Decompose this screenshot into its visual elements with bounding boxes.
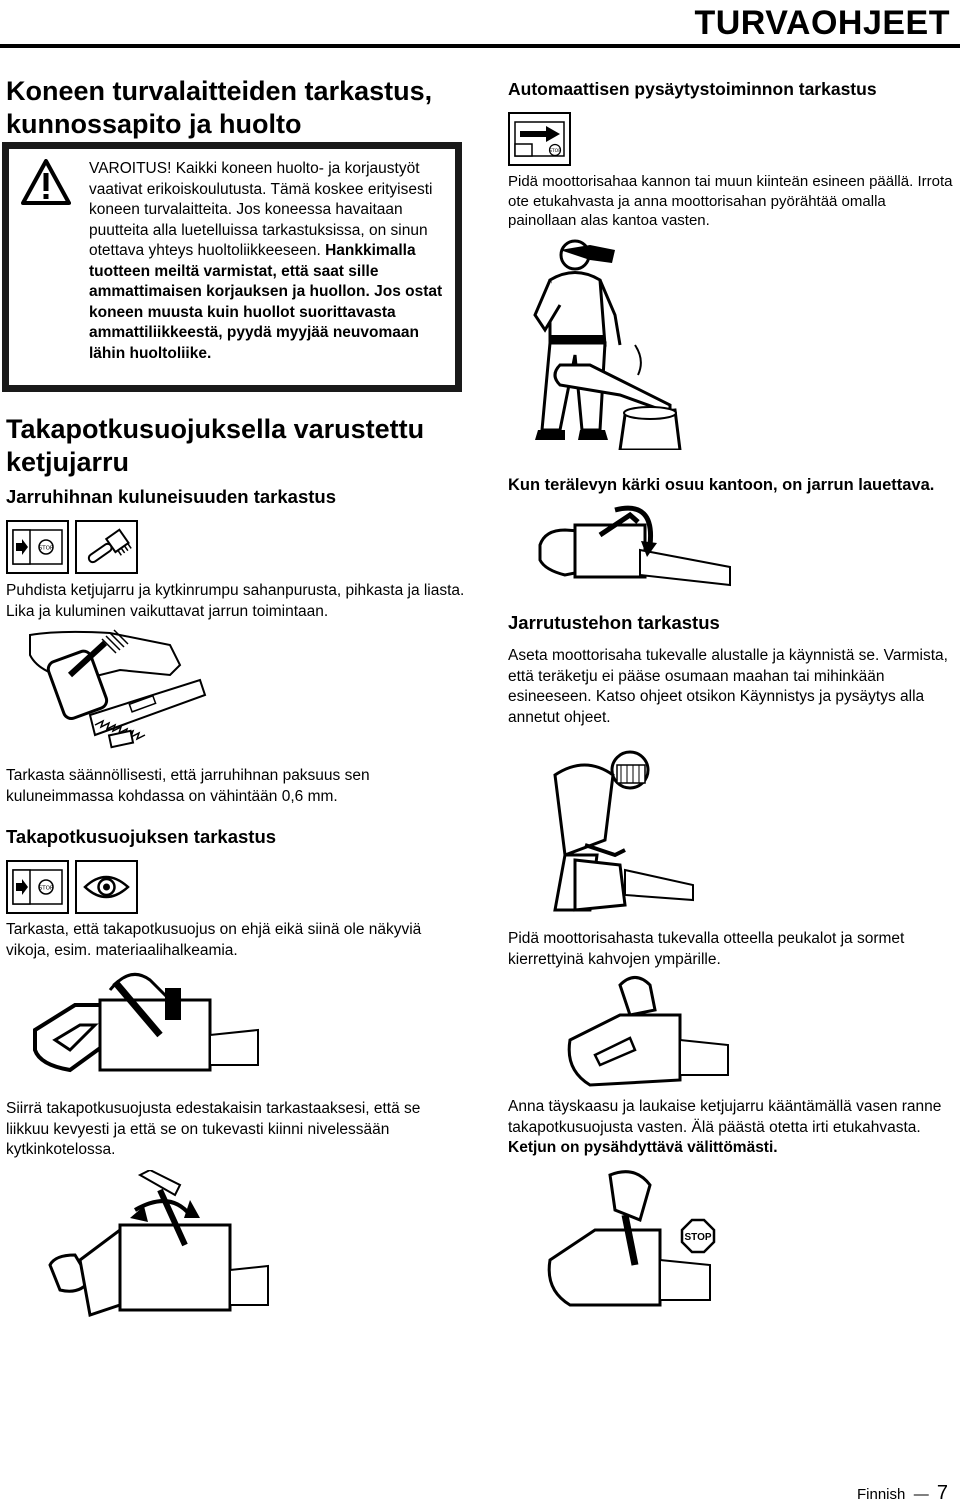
warning-text bbox=[89, 159, 457, 364]
engine-off-icon bbox=[6, 860, 69, 914]
footer-language: Finnish bbox=[857, 1486, 906, 1499]
text-full-throttle bbox=[508, 1097, 953, 1159]
page-footer bbox=[857, 1482, 948, 1499]
pictogram-bar-inspect bbox=[6, 860, 144, 914]
page-header-title: TURVAOHJEET bbox=[694, 4, 950, 42]
pictogram-bar-clean bbox=[6, 520, 144, 574]
subheading-auto-stop-check: Automaattisen pysäytystoiminnon tarkastus bbox=[508, 79, 877, 99]
svg-text:STOP: STOP bbox=[38, 545, 54, 552]
warning-triangle-icon bbox=[21, 159, 71, 205]
operator-holding-saw-illustration bbox=[535, 745, 695, 915]
section-title-safety-check: Koneen turvalaitteiden tarkastus, kunnossapito ja huolto bbox=[6, 76, 433, 139]
engine-off-icon bbox=[508, 112, 571, 166]
text-auto-stop: Pidä moottorisahaa kannon tai muun kiinteän esineen päällä. Irrota ote etukahvasta ja anna moottorisahan pyörähtää omalla painollaan alas kantoa vasten. bbox=[508, 173, 953, 229]
brake-band-cleaning-illustration bbox=[20, 625, 210, 755]
svg-text:STOP: STOP bbox=[684, 1232, 712, 1243]
guard-movement-illustration bbox=[40, 1170, 270, 1320]
pictogram-bar-auto bbox=[508, 112, 577, 166]
warning-box bbox=[2, 142, 462, 392]
kickback-guard-inspection-illustration bbox=[30, 970, 260, 1085]
subheading-brake-band-wear: Jarruhihnan kuluneisuuden tarkastus bbox=[6, 486, 336, 507]
saw-rotation-illustration bbox=[535, 505, 735, 600]
subheading-kickback-guard-check: Takapotkusuojuksen tarkastus bbox=[6, 826, 277, 847]
svg-text:STOP: STOP bbox=[38, 885, 54, 892]
page-number: 7 bbox=[936, 1482, 948, 1499]
text-firm-grip: Pidä moottorisahasta tukevalla otteella peukalot ja sormet kierrettyinä kahvojen ympärille. bbox=[508, 930, 905, 968]
engine-off-icon bbox=[6, 520, 69, 574]
text-chain-must-stop: Ketjun on pysähdyttävä välittömästi. bbox=[508, 1139, 778, 1156]
hand-grip-illustration bbox=[560, 970, 730, 1090]
wrist-trigger-illustration bbox=[540, 1165, 740, 1310]
brush-icon bbox=[75, 520, 138, 574]
text-brake-effect: Aseta moottorisaha tukevalle alustalle ja käynnistä se. Varmista, että teräketju ei pääse osumaan maahan tai mihinkään esineeseen. Katso ohjeet otsikon Käynnistys ja pysäytys alla annetut ohjeet. bbox=[508, 647, 948, 726]
operator-stump-illustration bbox=[520, 235, 690, 450]
subheading-brake-effect: Jarrutustehon tarkastus bbox=[508, 612, 720, 633]
text-guard-movement: Siirrä takapotkusuojusta edestakaisin tarkastaaksesi, että se liikkuu kevyesti ja että se on tukevasti kiinni nivelessään kytkinkotelossa. bbox=[6, 1100, 421, 1158]
text-guard-intact: Tarkasta, että takapotkusuojus on ehjä eikä siinä ole näkyviä vikoja, esim. materiaalihalkeamia. bbox=[6, 921, 422, 959]
footer-dash: — bbox=[909, 1486, 929, 1499]
text-clean-brake: Puhdista ketjujarru ja kytkinrumpu sahanpurusta, pihkasta ja liasta. Lika ja kuluminen vaikuttavat jarrun toimintaan. bbox=[6, 582, 465, 620]
header-rule bbox=[0, 44, 960, 48]
eye-icon bbox=[75, 860, 138, 914]
subheading-tip-hits-stump: Kun terälevyn kärki osuu kantoon, on jarrun lauettava. bbox=[508, 476, 935, 494]
warning-text-normal: VAROITUS! Kaikki koneen huolto- ja korjaustyöt vaativat erikoiskoulutusta. Tämä koskee erityisesti koneen turvalaitteita. Jos koneessa havaitaan puutteita alla luetelluissa tarkastuksissa, on sinun otettava yhteys huoltoliikkeeseen. bbox=[89, 160, 433, 259]
stop-sign-icon bbox=[682, 1220, 714, 1252]
section-title-chain-brake: Takapotkusuojuksella varustettu ketjujarru bbox=[6, 414, 425, 477]
text-full-throttle-normal: Anna täyskaasu ja laukaise ketjujarru kääntämällä vasen ranne takapotkusuojusta vasten. Älä päästä otetta irti etukahvasta. bbox=[508, 1098, 942, 1136]
text-band-thickness: Tarkasta säännöllisesti, että jarruhihnan paksuus sen kuluneimmassa kohdassa on vähintään 0,6 mm. bbox=[6, 767, 370, 805]
warning-text-bold: Hankkimalla tuotteen meiltä varmistat, että saat sille ammattimaisen korjauksen ja huollon. Jos ostat koneen muusta kuin huollot suorittavasta ammattiliikkeestä, pyydä myyjää neuvomaan lähin huoltoliike. bbox=[89, 242, 443, 362]
svg-text:STOP: STOP bbox=[549, 149, 561, 154]
